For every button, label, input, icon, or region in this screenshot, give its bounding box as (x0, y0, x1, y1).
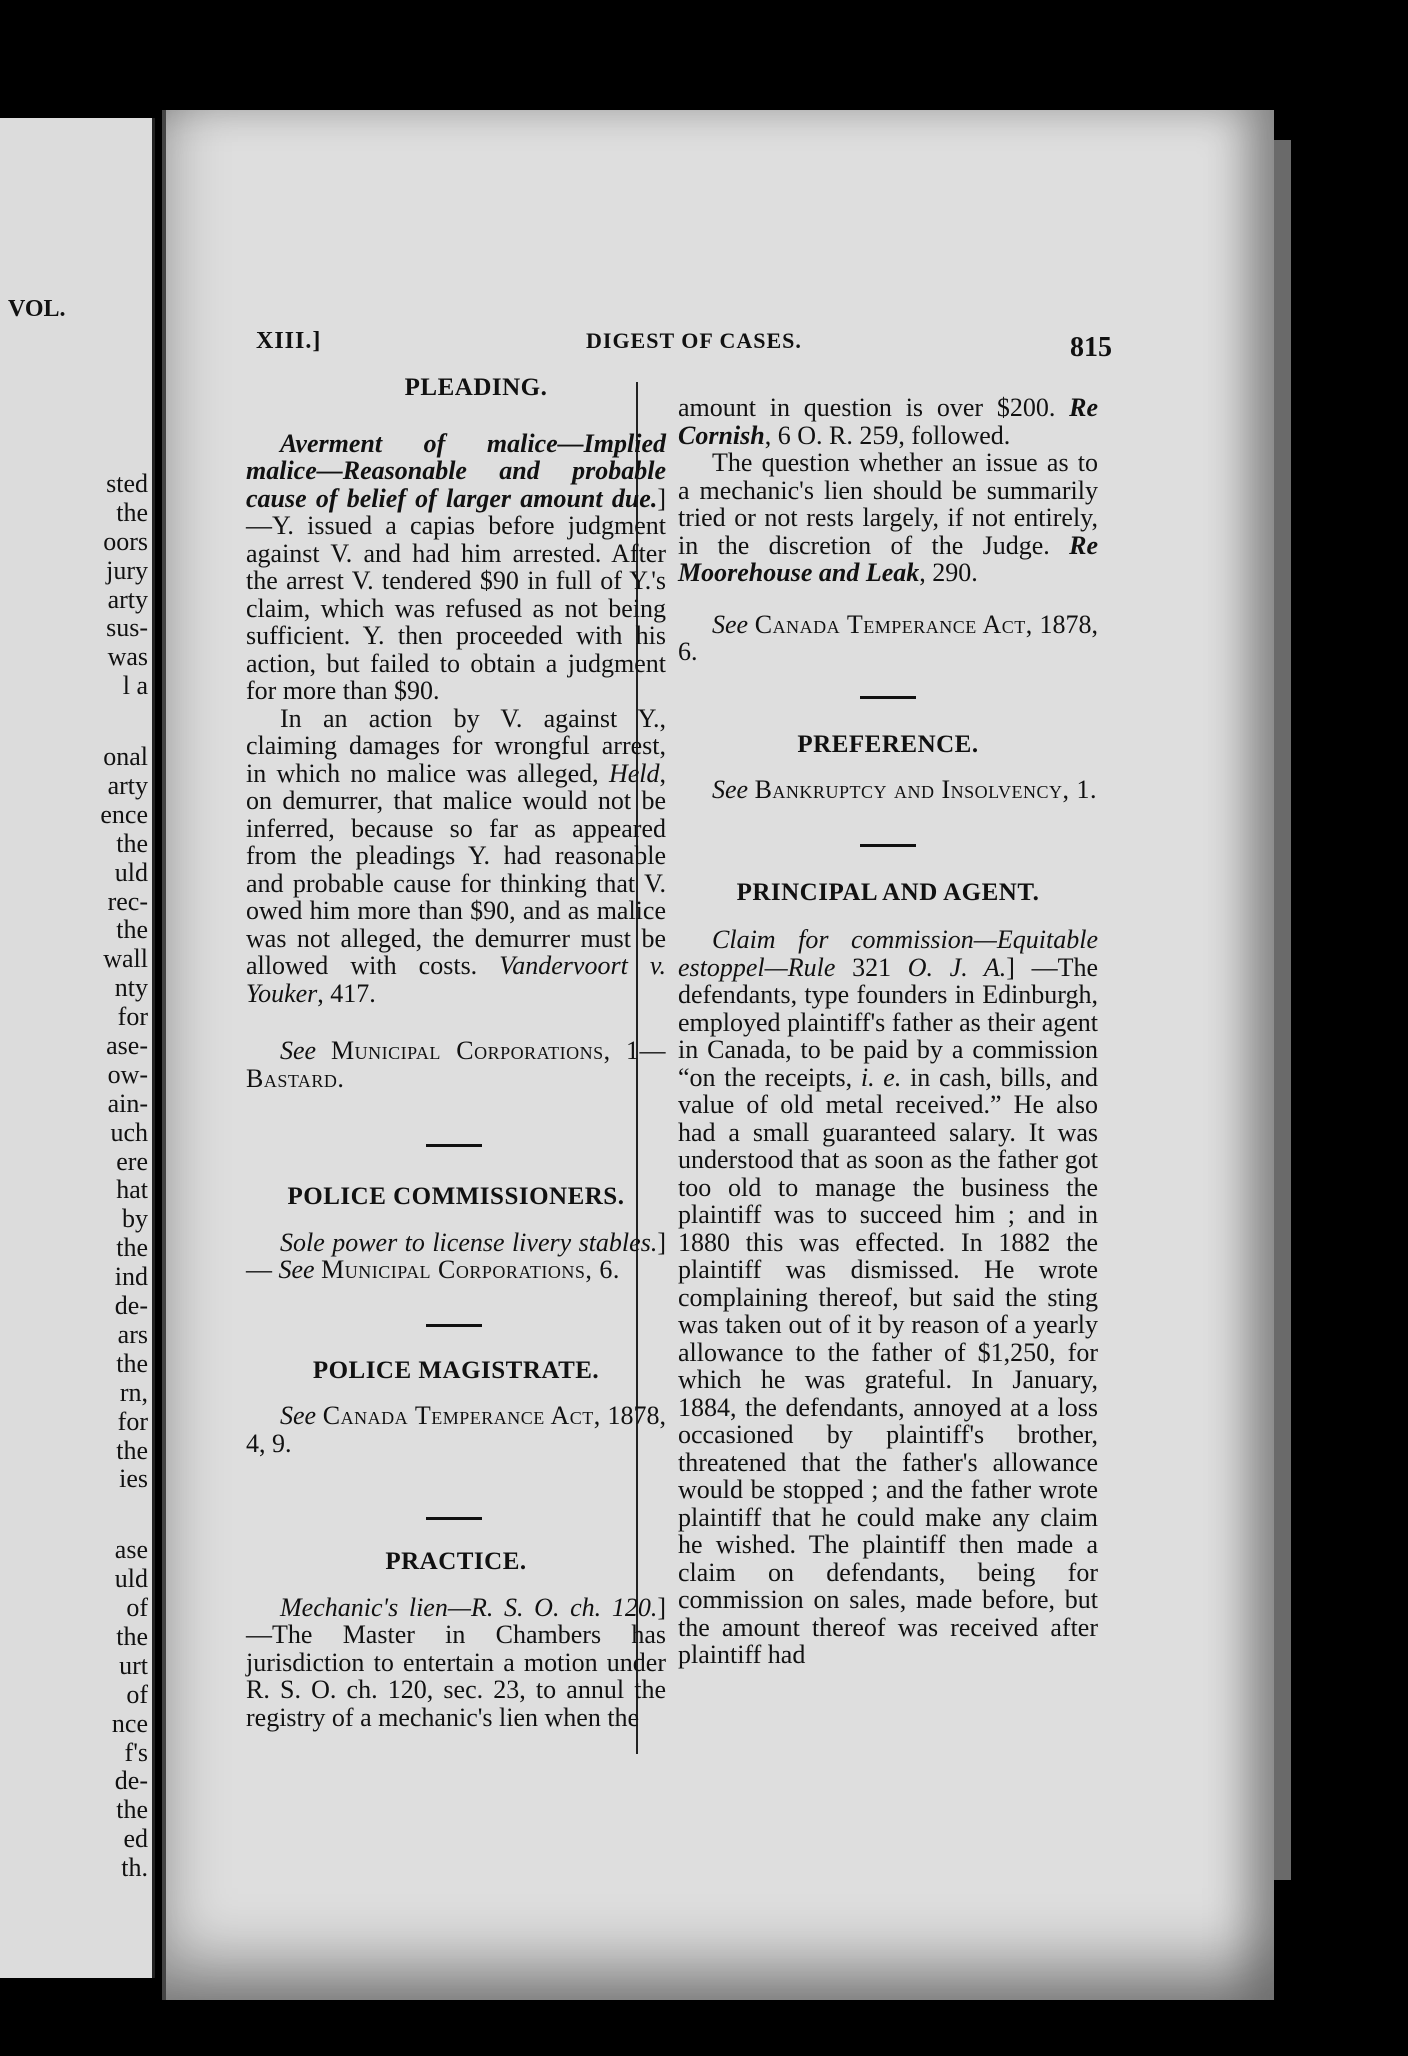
left-page-text (0, 470, 148, 1883)
practice-question: The question whether an issue as to a mechanic's lien should be summarily tried or not rests largely, if not entirely, in the discretion of the Judge. Re Moorehouse and Leak, 290. (678, 448, 1098, 587)
left-column (246, 374, 666, 1731)
left-page-line: the (116, 497, 148, 527)
left-page-line: ow- (107, 1059, 148, 1089)
left-page-line: ind (114, 1262, 148, 1292)
left-page-line: arty (107, 584, 148, 614)
preference-cross-reference: See Bankruptcy and Insolvency, 1. (712, 775, 1097, 804)
section-heading-preference: PREFERENCE. (797, 730, 979, 758)
section-rule (860, 696, 916, 699)
left-page-line: the (116, 1348, 148, 1378)
left-page-line: de- (114, 1766, 148, 1796)
section-rule (426, 1517, 482, 1520)
left-page-line: the (116, 1233, 148, 1263)
police-commissioners-entry: Sole power to license livery stables.] — See Municipal Corporations, 6. (246, 1227, 666, 1284)
left-page-line: uld (114, 1564, 148, 1594)
left-page-line: the (116, 1795, 148, 1825)
left-page-line: onal (103, 742, 148, 772)
left-page-line: of (126, 1593, 148, 1623)
left-page-line: jury (106, 555, 148, 585)
practice-entry-continued: amount in question is over $200. Re Cornish, 6 O. R. 259, followed. (678, 393, 1099, 450)
left-page-line: th. (121, 1853, 148, 1883)
left-page-line: was (107, 642, 148, 672)
left-page-line: nce (111, 1708, 148, 1738)
left-page-line: of (126, 1679, 148, 1709)
left-page-line: urt (119, 1650, 148, 1680)
left-page-gap (0, 701, 148, 743)
practice-cross-reference: See Canada Temperance Act, 1878, 6. (678, 609, 1099, 666)
left-page-line: uld (114, 857, 148, 887)
left-page-line: ere (116, 1146, 148, 1176)
section-rule (426, 1144, 482, 1147)
left-page-line: for (117, 1002, 148, 1032)
section-rule (860, 844, 916, 847)
left-page-line: de- (114, 1291, 148, 1321)
section-heading-police-commissioners: POLICE COMMISSIONERS. (287, 1183, 625, 1210)
left-page-line: f's (124, 1737, 148, 1767)
book-page (162, 110, 1274, 2000)
left-page-line: l a (122, 671, 148, 701)
section-heading-pleading: PLEADING. (404, 374, 548, 401)
left-page-fragment (0, 118, 155, 1978)
section-rule (426, 1324, 482, 1327)
practice-entry: Mechanic's lien—R. S. O. ch. 120.]—The Master in Chambers has jurisdiction to entertain a motion under R. S. O. ch. 120, sec. 23, to annul the registry of a mechanic's lien when the (246, 1592, 666, 1732)
section-heading-police-magistrate: POLICE MAGISTRATE. (312, 1356, 600, 1384)
left-page-line: ars (117, 1319, 148, 1349)
left-page-line: by (122, 1204, 148, 1234)
left-page-gap (0, 1494, 148, 1536)
pleading-holding: In an action by V. against Y., claiming damages for wrongful arrest, in which no malice was alleged, Held, on demurrer, that malice would not be inferred, because so far as appeared from the pleadings Y. had reasonable and probable cause for thinking that V. owed him more than $90, and as malice was not alleged, the demurrer must be allowed with costs. Vandervoort v. Youker, 417. (246, 703, 667, 1008)
left-page-line: ase (114, 1535, 148, 1565)
left-page-line: oors (103, 526, 148, 556)
left-page-line: ed (123, 1824, 148, 1854)
left-page-line: arty (107, 771, 148, 801)
section-heading-practice: PRACTICE. (385, 1548, 527, 1575)
left-page-line: ence (100, 799, 148, 829)
left-page-line: ies (119, 1464, 148, 1494)
left-page-line: sus- (106, 613, 148, 643)
section-heading-principal-and-agent: PRINCIPAL AND AGENT. (736, 878, 1040, 906)
left-page-header: VOL. (8, 296, 66, 322)
principal-agent-entry: Claim for commission—Equitable estoppel—Rule 321 O. J. A.] —The defendants, type founders in Edinburgh, employed plaintiff's father as their agent in Canada, to be paid by a commission “on the receipts, i. e. in cash, bills, and value of old metal received.” He also had a small guaranteed salary. It was understood that as soon as the father got too old to manage the business the plaintiff was to succeed him ; and in 1880 this was effected. In 1882 the plaintiff was dismissed. He wrote complaining thereof, but said the sting was taken out of it by reason of a yearly allowance to the father of $1,250, for which he was grateful. In January, 1884, the defendants, annoyed at a loss occasioned by plaintiff's brother, threatened that the father's allowance would be stopped ; and the father wrote plaintiff that he could make any claim he wished. The plaintiff then made a claim on defendants, being for commission on sales, made before, but the amount thereof was received after plaintiff had (678, 925, 1099, 1669)
left-page-line: wall (103, 944, 148, 974)
left-page-line: for (117, 1406, 148, 1436)
left-page-line: sted (106, 469, 148, 498)
left-page-line: rec- (107, 886, 148, 916)
left-page-line: rn, (119, 1377, 148, 1407)
left-page-line: ase- (106, 1031, 148, 1061)
pleading-cross-reference: See Municipal Corporations, 1—Bastard. (246, 1036, 666, 1093)
left-page-line: nty (114, 973, 148, 1003)
left-page-line: the (116, 1621, 148, 1651)
pleading-entry: Averment of malice—Implied malice—Reasonable and probable cause of belief of larger amount due.]—Y. issued a capias before judgment against V. and had him arrested. After the arrest V. tendered $90 in full of Y.'s claim, which was refused as not being sufficient. Y. then proceeded with his action, but failed to obtain a judgment for more than $90. (246, 428, 666, 705)
left-page-line: the (116, 915, 148, 945)
running-head (166, 328, 1274, 368)
right-column (678, 394, 1098, 1669)
police-magistrate-entry: See Canada Temperance Act, 1878, 4, 9. (246, 1401, 667, 1458)
left-page-line: hat (116, 1175, 148, 1205)
left-page-line: ain- (107, 1088, 148, 1118)
left-page-line: the (116, 828, 148, 858)
left-page-line: the (116, 1435, 148, 1465)
page-title: DIGEST OF CASES. (586, 328, 802, 353)
page-number: 815 (1070, 332, 1112, 363)
volume-marker: XIII.] (256, 328, 322, 354)
left-page-line: uch (110, 1117, 148, 1147)
